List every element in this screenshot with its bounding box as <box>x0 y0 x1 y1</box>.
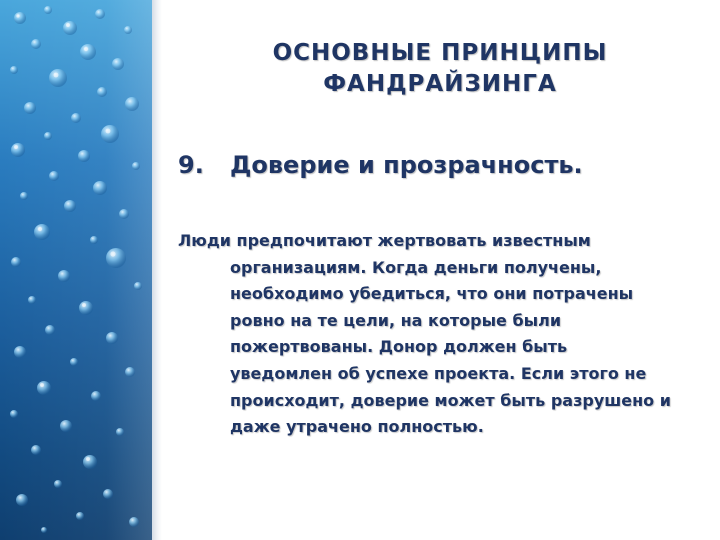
body-line-6: уведомлен об успехе проекта. Если этого не <box>230 363 647 383</box>
body-line-4: ровно на те цели, на которые были <box>230 310 562 330</box>
water-bubbles-image <box>0 0 152 540</box>
heading-number: 9. <box>178 151 204 179</box>
body-line-7: происходит, доверие может быть разрушено и <box>230 390 671 410</box>
body-line-8: даже утрачено полностью. <box>230 417 484 437</box>
body-line-3: необходимо убедиться, что они потрачены <box>230 284 634 304</box>
title-line-1: ОСНОВНЫЕ ПРИНЦИПЫ <box>272 40 608 66</box>
body-line-2: организациям. Когда деньги получены, <box>230 257 602 277</box>
title-line-2: ФАНДРАЙЗИНГА <box>323 71 557 97</box>
slide-title <box>170 38 710 100</box>
body-line-1: Люди предпочитают жертвовать известным <box>178 231 591 250</box>
body-paragraph <box>178 228 713 441</box>
bubbles-graphic <box>0 0 152 540</box>
heading-text: Доверие и прозрачность. <box>230 151 583 179</box>
section-heading <box>178 150 708 180</box>
panel-divider <box>152 0 162 540</box>
body-line-5: пожертвованы. Донор должен быть <box>230 337 568 357</box>
